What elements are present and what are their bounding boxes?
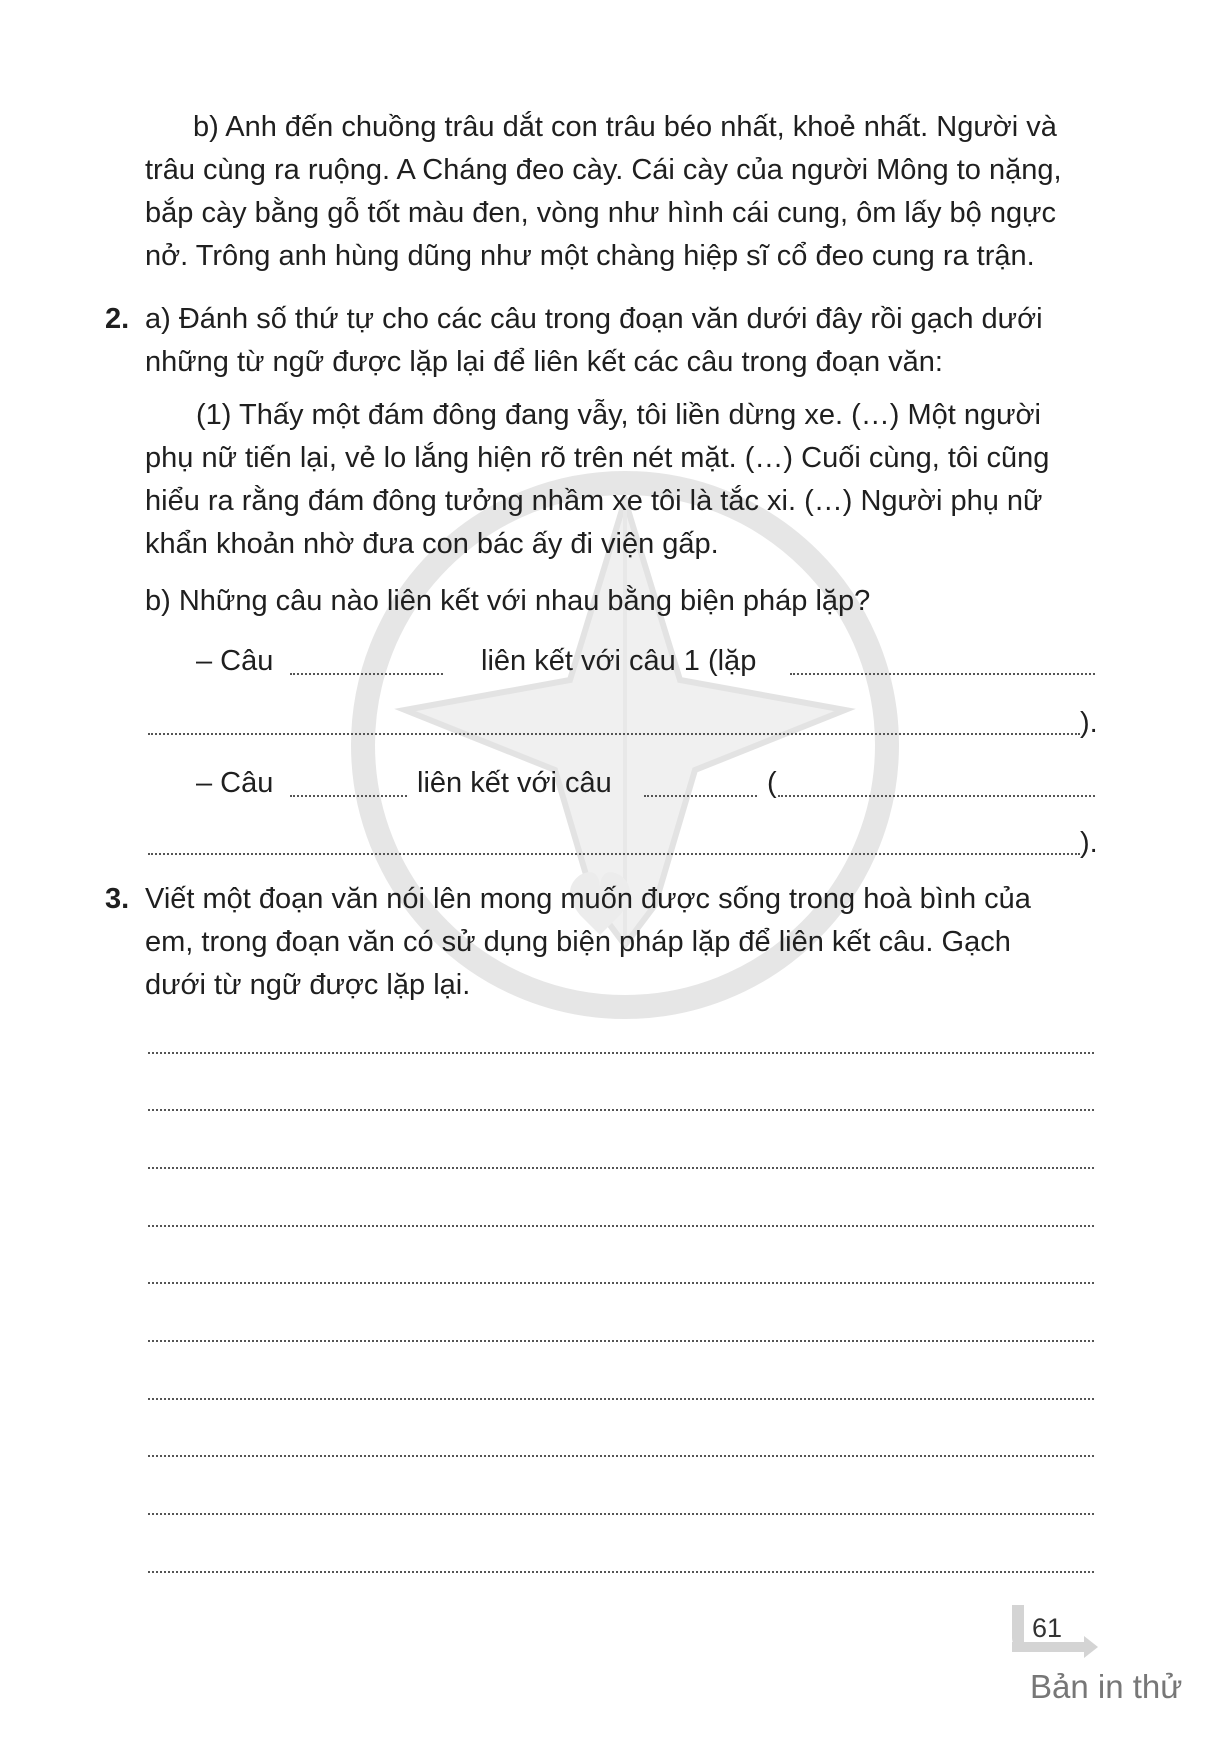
part-1b-line-4: nở. Trông anh hùng dũng như một chàng hiệp sĩ cổ đeo cung ra trận.: [145, 240, 1035, 272]
answer-row-1-repeat-blank[interactable]: [790, 673, 1095, 675]
writing-line-2[interactable]: [148, 1109, 1094, 1111]
writing-line-1[interactable]: [148, 1052, 1094, 1054]
answer-row-1-continuation-blank[interactable]: [148, 733, 1080, 735]
answer-row-2-continuation-blank[interactable]: [148, 853, 1080, 855]
exercise-2-instruction-line-2: những từ ngữ được lặp lại để liên kết các câu trong đoạn văn:: [145, 346, 943, 378]
exercise-2-number: 2.: [105, 303, 130, 335]
exercise-3-line-3: dưới từ ngữ được lặp lại.: [145, 969, 471, 1001]
answer-row-1-prefix: – Câu: [196, 645, 274, 677]
answer-row-2-open: (: [767, 767, 777, 799]
answer-row-2-close: ).: [1080, 827, 1098, 859]
exercise-3-number: 3.: [105, 883, 130, 915]
exercise-3-line-1: Viết một đoạn văn nói lên mong muốn được sống trong hoà bình của: [145, 883, 1031, 915]
arrow-right-icon: [1084, 1636, 1098, 1658]
part-1b-line-2: trâu cùng ra ruộng. A Cháng đeo cày. Cái cày của người Mông to nặng,: [145, 154, 1062, 186]
answer-row-1-sentence-blank[interactable]: [290, 673, 443, 675]
writing-line-4[interactable]: [148, 1225, 1094, 1227]
draft-label: Bản in thử: [1030, 1668, 1183, 1705]
part-1b-line-3: bắp cày bằng gỗ tốt màu đen, vòng như hình cái cung, ôm lấy bộ ngực: [145, 197, 1057, 229]
answer-row-2-middle: liên kết với câu: [417, 767, 612, 799]
answer-row-1-middle: liên kết với câu 1 (lặp: [481, 645, 757, 677]
exercise-2-instruction-line-1: a) Đánh số thứ tự cho các câu trong đoạn văn dưới đây rồi gạch dưới: [145, 303, 1043, 335]
writing-line-10[interactable]: [148, 1571, 1094, 1573]
writing-line-5[interactable]: [148, 1282, 1094, 1284]
answer-row-2-sentence-blank[interactable]: [290, 795, 407, 797]
exercise-2-question-b: b) Những câu nào liên kết với nhau bằng biện pháp lặp?: [145, 585, 871, 617]
answer-row-1-close: ).: [1080, 707, 1098, 739]
writing-line-7[interactable]: [148, 1398, 1094, 1400]
answer-row-2-prefix: – Câu: [196, 767, 274, 799]
writing-line-8[interactable]: [148, 1455, 1094, 1457]
part-1b-line-1: b) Anh đến chuồng trâu dắt con trâu béo nhất, khoẻ nhất. Người và: [193, 111, 1057, 143]
page-number: 61: [1032, 1613, 1063, 1643]
answer-row-2-repeat-blank[interactable]: [778, 795, 1095, 797]
exercise-3-line-2: em, trong đoạn văn có sử dụng biện pháp lặp để liên kết câu. Gạch: [145, 926, 1011, 958]
writing-line-3[interactable]: [148, 1167, 1094, 1169]
exercise-2-passage-line-2: phụ nữ tiến lại, vẻ lo lắng hiện rõ trên nét mặt. (…) Cuối cùng, tôi cũng: [145, 442, 1050, 474]
writing-line-6[interactable]: [148, 1340, 1094, 1342]
exercise-2-passage-line-4: khẩn khoản nhờ đưa con bác ấy đi viện gấp.: [145, 528, 719, 560]
writing-line-9[interactable]: [148, 1513, 1094, 1515]
exercise-2-passage-line-1: (1) Thấy một đám đông đang vẫy, tôi liền dừng xe. (…) Một người: [196, 399, 1041, 431]
exercise-2-passage-line-3: hiểu ra rằng đám đông tưởng nhầm xe tôi là tắc xi. (…) Người phụ nữ: [145, 485, 1043, 517]
answer-row-2-target-blank[interactable]: [644, 795, 757, 797]
